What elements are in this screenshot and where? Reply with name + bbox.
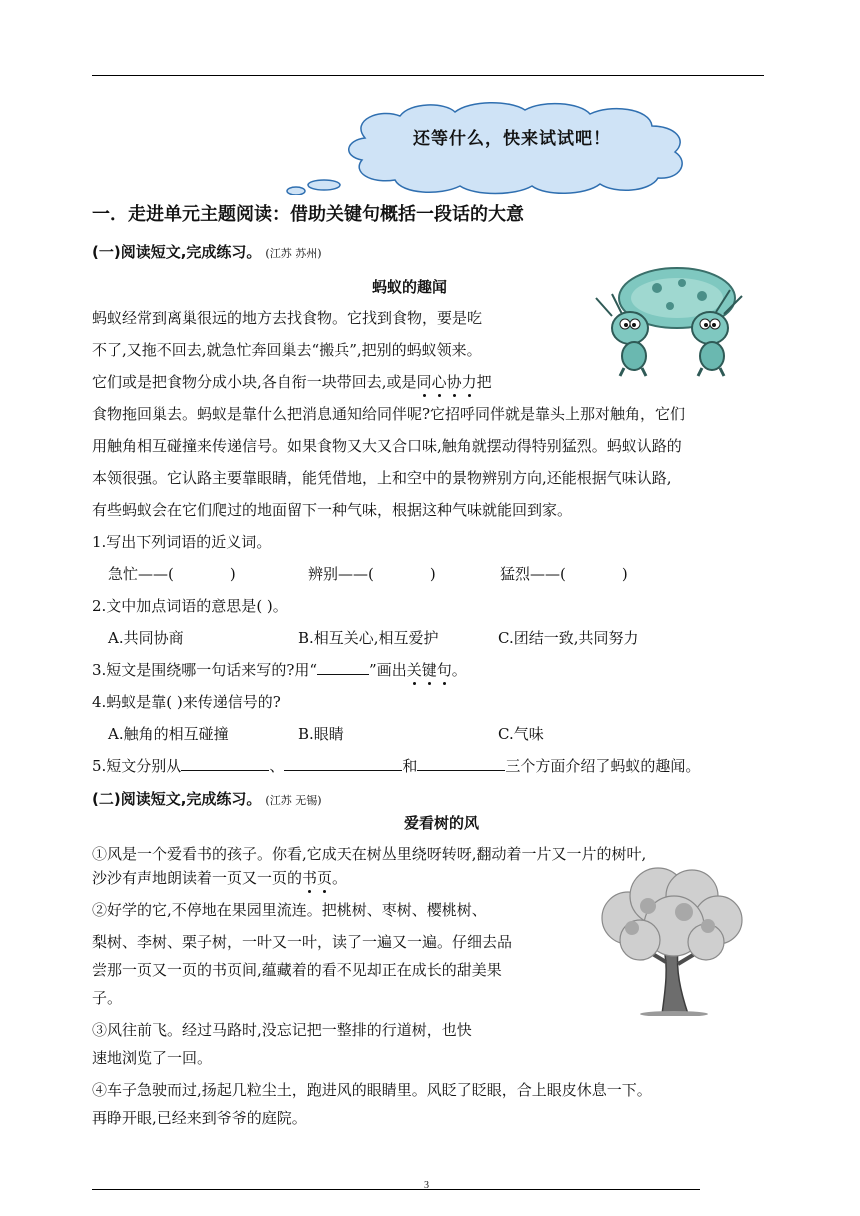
q2-option-b[interactable]: B.相互关心,相互爱护 [298,629,439,647]
article2-line-2-text: 沙沙有声地朗读着一页又一页的 [92,869,303,887]
question-2: 2.文中加点词语的意思是( )。 [92,597,288,615]
q3-end: 。 [451,661,467,679]
q1-word-3 [500,564,628,584]
article2-line-5: 尝那一页又一页的书页间,蕴藏着的看不见却正在成长的甜美果 [92,961,502,979]
top-rule [92,75,764,76]
q1-word-3-close: ) [621,565,628,583]
article2-line-1: ①风是一个爱看书的孩子。你看,它成天在树丛里绕呀转呀,翻动着一片又一片的树叶, [92,845,647,863]
article2-line-10: 再睁开眼,已经来到爷爷的庭院。 [92,1109,307,1127]
article1-title: 蚂蚁的趣闻 [372,278,448,296]
dotted-char: 关 [406,661,422,679]
q2-option-a[interactable]: A.共同协商 [108,629,184,647]
article2-line-8: 速地浏览了一回。 [92,1049,213,1067]
q3-text-after: ”画出 [369,661,407,679]
article1-line-3-tail: 把 [476,373,492,391]
article2-title: 爱看树的风 [404,814,480,832]
bottom-rule [92,1189,700,1190]
article2-line-2-tail: 。 [332,869,348,887]
article1-line-4: 食物拖回巢去。蚂蚁是靠什么把消息通知给同伴呢?它招呼同伴就是靠头上那对触角，它们 [92,405,686,423]
article2-line-9: ④车子急驶而过,扬起几粒尘土，跑进风的眼睛里。风眨了眨眼，合上眼皮休息一下。 [92,1081,652,1099]
q1-word-2-close: ) [429,565,436,583]
cloud-text: 还等什么，快来试试吧！ [413,129,611,149]
dotted-char: 页 [317,869,333,887]
q1-word-1-label: 急忙——( [108,565,174,583]
part2-heading [92,788,322,809]
q5-text-a: 5.短文分别从 [92,757,182,775]
q5-text-c: 和 [402,757,418,775]
article1-line-5: 用触角相互碰撞来传递信号。如果食物又大又合口味,触角就摆动得特别猛烈。蚂蚁认路的 [92,437,682,455]
q1-word-2-label: 辨别——( [308,565,374,583]
article2-line-4: 梨树、李树、栗子树，一叶又一叶，读了一遍又一遍。仔细去品 [92,933,513,951]
q3-underline-sample [317,660,369,675]
section-title: 一．走进单元主题阅读：借助关键句概括一段话的大意 [92,204,524,225]
page-number: 3 [424,1180,429,1191]
dotted-char: 协 [446,373,462,391]
article1-line-3-text: 它们或是把食物分成小块,各自衔一块带回去,或是 [92,373,417,391]
article1-line-7: 有些蚂蚁会在它们爬过的地面留下一种气味，根据这种气味就能回到家。 [92,501,573,519]
part1-source: (江苏 苏州) [265,247,322,260]
q5-blank-3[interactable] [417,756,505,771]
q5-blank-2[interactable] [284,756,402,771]
question-3 [92,660,467,680]
dotted-word [417,373,477,391]
question-4: 4.蚂蚁是靠( )来传递信号的? [92,693,281,711]
dotted-char: 书 [302,869,318,887]
q1-word-1 [108,564,236,584]
article1-line-6: 本领很强。它认路主要靠眼睛，能凭借地，上和空中的景物辨别方向,还能根据气味认路, [92,469,672,487]
q1-word-1-close: ) [229,565,236,583]
dotted-char: 心 [431,373,447,391]
q5-text-d: 三个方面介绍了蚂蚁的趣闻。 [505,757,701,775]
question-5 [92,756,700,776]
part1-heading [92,241,322,262]
dotted-word [302,869,332,887]
q5-text-b: 、 [269,757,285,775]
q2-option-c[interactable]: C.团结一致,共同努力 [498,629,639,647]
ant-illustration [582,258,754,378]
dotted-char: 同 [416,373,432,391]
article2-line-7: ③风往前飞。经过马路时,没忘记把一整排的行道树，也快 [92,1021,472,1039]
dotted-char: 句 [436,661,452,679]
q4-option-a[interactable]: A.触角的相互碰撞 [108,725,229,743]
article1-line-1: 蚂蚁经常到离巢很远的地方去找食物。它找到食物，要是吃 [92,309,483,327]
dotted-char: 键 [421,661,437,679]
q1-word-2 [308,564,436,584]
part1-heading-text: (一)阅读短文,完成练习。 [92,243,262,261]
q3-text-before: 3.短文是围绕哪一句话来写的?用“ [92,661,318,679]
article1-line-3 [92,372,492,392]
question-1: 1.写出下列词语的近义词。 [92,533,272,551]
q5-blank-1[interactable] [181,756,269,771]
article2-line-2 [92,868,347,888]
q4-option-b[interactable]: B.眼睛 [298,725,344,743]
dotted-char: 力 [461,373,477,391]
q3-dotted-word [407,661,452,679]
part2-source: (江苏 无锡) [265,794,322,807]
article2-line-6: 子。 [92,989,123,1007]
article1-line-2: 不了,又拖不回去,就急忙奔回巢去“搬兵”,把别的蚂蚁领来。 [92,341,482,359]
q4-option-c[interactable]: C.气味 [498,725,544,743]
part2-heading-text: (二)阅读短文,完成练习。 [92,790,262,808]
article2-line-3: ②好学的它,不停地在果园里流连。把桃树、枣树、樱桃树、 [92,901,487,919]
tree-illustration [588,866,754,1016]
q1-word-3-label: 猛烈——( [500,565,566,583]
